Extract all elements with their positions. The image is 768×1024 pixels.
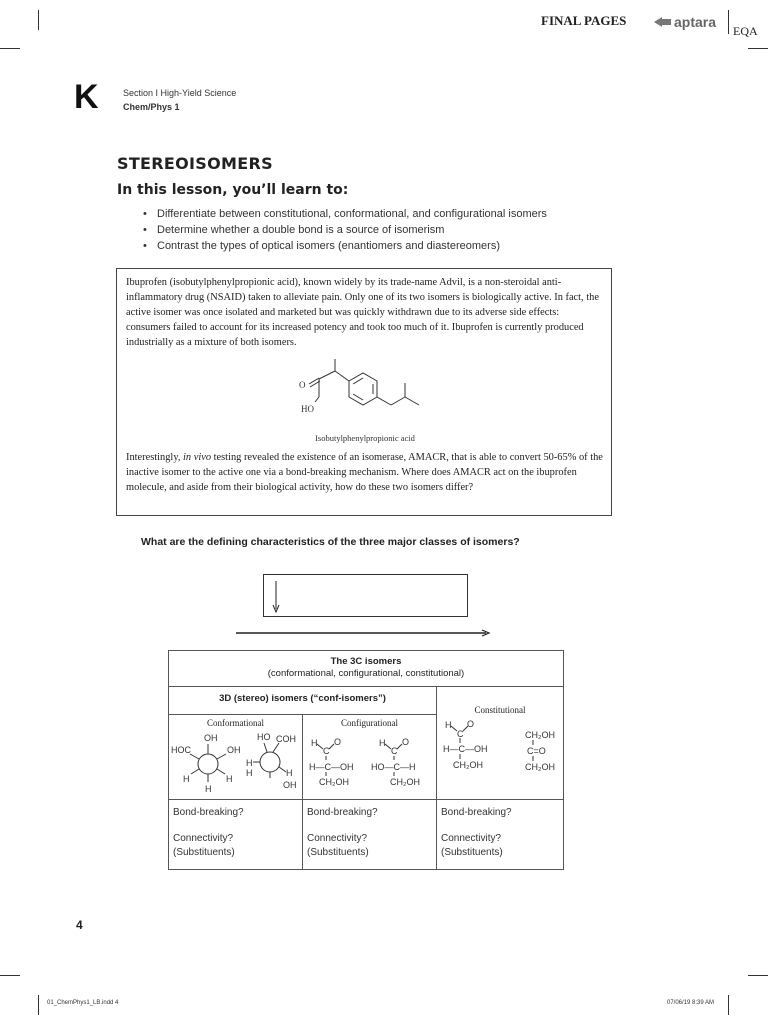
atom-label: HOC	[171, 745, 191, 755]
configurational-label: Configurational	[341, 718, 398, 728]
atom-label: CH₂OH	[453, 760, 483, 770]
molecule-caption: Isobutylphenylpropionic acid	[315, 433, 415, 443]
aptara-brand: aptara	[674, 14, 717, 30]
lesson-heading: In this lesson, you’ll learn to:	[117, 182, 349, 198]
atom-label: O	[467, 719, 475, 729]
atom-label: H	[445, 720, 452, 730]
constitutional-questions	[437, 800, 564, 870]
atom-label: H	[246, 758, 253, 768]
substituents-label: (Substituents)	[441, 847, 503, 858]
atom-label: OH	[227, 745, 241, 755]
crop-mark	[728, 995, 729, 1015]
constitutional-cell	[437, 687, 564, 800]
objective-item: • Differentiate between constitutional, conformational, and configurational isomers	[143, 208, 623, 220]
file-slug: 01_ChemPhys1_LB.indd 4	[47, 1000, 119, 1006]
case-paragraph-2	[126, 450, 606, 495]
case-paragraph-2-text: Interestingly,	[126, 452, 184, 463]
ibuprofen-structure	[297, 359, 487, 421]
objective-item: • Determine whether a double bond is a source of isomerism	[143, 224, 623, 236]
table-subtitle: (conformational, configurational, constitutional)	[267, 668, 465, 679]
atom-label: HO	[257, 732, 271, 742]
page-title: STEREOISOMERS	[117, 154, 273, 173]
crop-mark	[748, 48, 768, 49]
crop-mark	[38, 10, 39, 30]
bond-breaking-label: Bond-breaking?	[307, 807, 378, 818]
aptara-logo	[654, 14, 716, 30]
atom-label: OH	[283, 780, 297, 790]
question-text: What are the defining characteristics of the three major classes of isomers?	[141, 536, 520, 548]
table-title-cell	[169, 651, 564, 687]
atom-label: H	[246, 768, 253, 778]
atom-label: H	[379, 738, 386, 748]
atom-label: HO—C—H	[371, 762, 416, 772]
objectives-list	[143, 208, 623, 256]
atom-label: H	[183, 774, 190, 784]
configurational-questions	[303, 800, 437, 870]
case-paragraph-2-text: testing revealed the existence of an isomerase, AMACR, that is able to convert 50-65% of the inactive isomer to the active one via a bond-breaking mechanism. Where does AMACR act on the ibuprofen molecule, and aside from their biological activity, how do these two isomers differ?	[126, 452, 603, 493]
stereo-header: 3D (stereo) isomers (“conf-isomers”)	[219, 693, 386, 704]
atom-label: H	[311, 738, 318, 748]
right-arrow-icon	[236, 628, 492, 638]
case-box	[116, 268, 612, 516]
crop-mark	[728, 10, 729, 34]
atom-label: O	[334, 737, 342, 747]
conformational-cell	[169, 715, 303, 800]
answer-box[interactable]	[263, 574, 468, 617]
fischer-projections	[303, 728, 436, 796]
atom-label: C	[457, 729, 464, 739]
bond-breaking-label: Bond-breaking?	[173, 807, 244, 818]
constitutional-structures	[437, 717, 563, 779]
crop-mark	[38, 995, 39, 1015]
connectivity-label: Connectivity?	[173, 833, 234, 844]
isomers-table	[168, 650, 564, 870]
stereo-header-cell	[169, 687, 437, 715]
connectivity-label: Connectivity?	[307, 833, 368, 844]
atom-label: CH₂OH	[525, 762, 555, 772]
atom-label: H	[205, 784, 212, 794]
oxygen-label: O	[299, 380, 306, 390]
section-label: Section I High-Yield Science	[123, 88, 237, 98]
case-paragraph-1: Ibuprofen (isobutylphenylpropionic acid), known widely by its trade-name Advil, is a non-steroidal anti-inflammatory drug (NSAID) taken to alleviate pain. Only one of its two isomers is biologically active. In fact, the active isomer was once isolated and marketed but was quickly withdrawn due to its adverse side effects: consumers failed to account for its increased potency and took too much of it. Ibuprofen is currently produced industrially as a mixture of both isomers.	[126, 277, 599, 348]
case-paragraph-2-emphasis: in vivo	[183, 452, 212, 463]
aptara-arrow-icon	[654, 16, 672, 28]
objective-item: • Contrast the types of optical isomers (enantiomers and diastereomers)	[143, 240, 623, 252]
atom-label: H—C—OH	[309, 762, 354, 772]
constitutional-label: Constitutional	[474, 705, 526, 715]
newman-projections	[169, 728, 302, 796]
crop-mark	[748, 975, 768, 976]
atom-label: H—C—OH	[443, 744, 488, 754]
conformational-label: Conformational	[207, 718, 264, 728]
atom-label: CH₂OH	[390, 777, 420, 787]
conformational-questions	[169, 800, 303, 870]
configurational-cell	[303, 715, 437, 800]
eqa-label: EQA	[733, 24, 758, 38]
page-number: 4	[76, 918, 83, 932]
hydroxyl-label: HO	[301, 404, 314, 414]
date-stamp: 07/06/19 8:39 AM	[667, 1000, 715, 1006]
atom-label: H	[226, 774, 233, 784]
crop-mark	[0, 975, 20, 976]
atom-label: O	[402, 737, 410, 747]
atom-label: OH	[204, 733, 218, 743]
atom-label: C	[391, 746, 398, 756]
final-pages-label: FINAL PAGES	[541, 13, 627, 28]
kaplan-logo: K	[74, 78, 99, 116]
atom-label: C=O	[527, 746, 546, 756]
bond-breaking-label: Bond-breaking?	[441, 807, 512, 818]
atom-label: C	[323, 746, 330, 756]
book-label: Chem/Phys 1	[123, 102, 180, 112]
substituents-label: (Substituents)	[173, 847, 235, 858]
down-arrow-icon	[271, 581, 281, 613]
atom-label: CH₂OH	[525, 730, 555, 740]
atom-label: COH	[276, 734, 296, 744]
connectivity-label: Connectivity?	[441, 833, 502, 844]
table-title: The 3C isomers	[330, 656, 402, 667]
crop-mark	[0, 48, 20, 49]
atom-label: H	[286, 768, 293, 778]
substituents-label: (Substituents)	[307, 847, 369, 858]
atom-label: CH₂OH	[319, 777, 349, 787]
